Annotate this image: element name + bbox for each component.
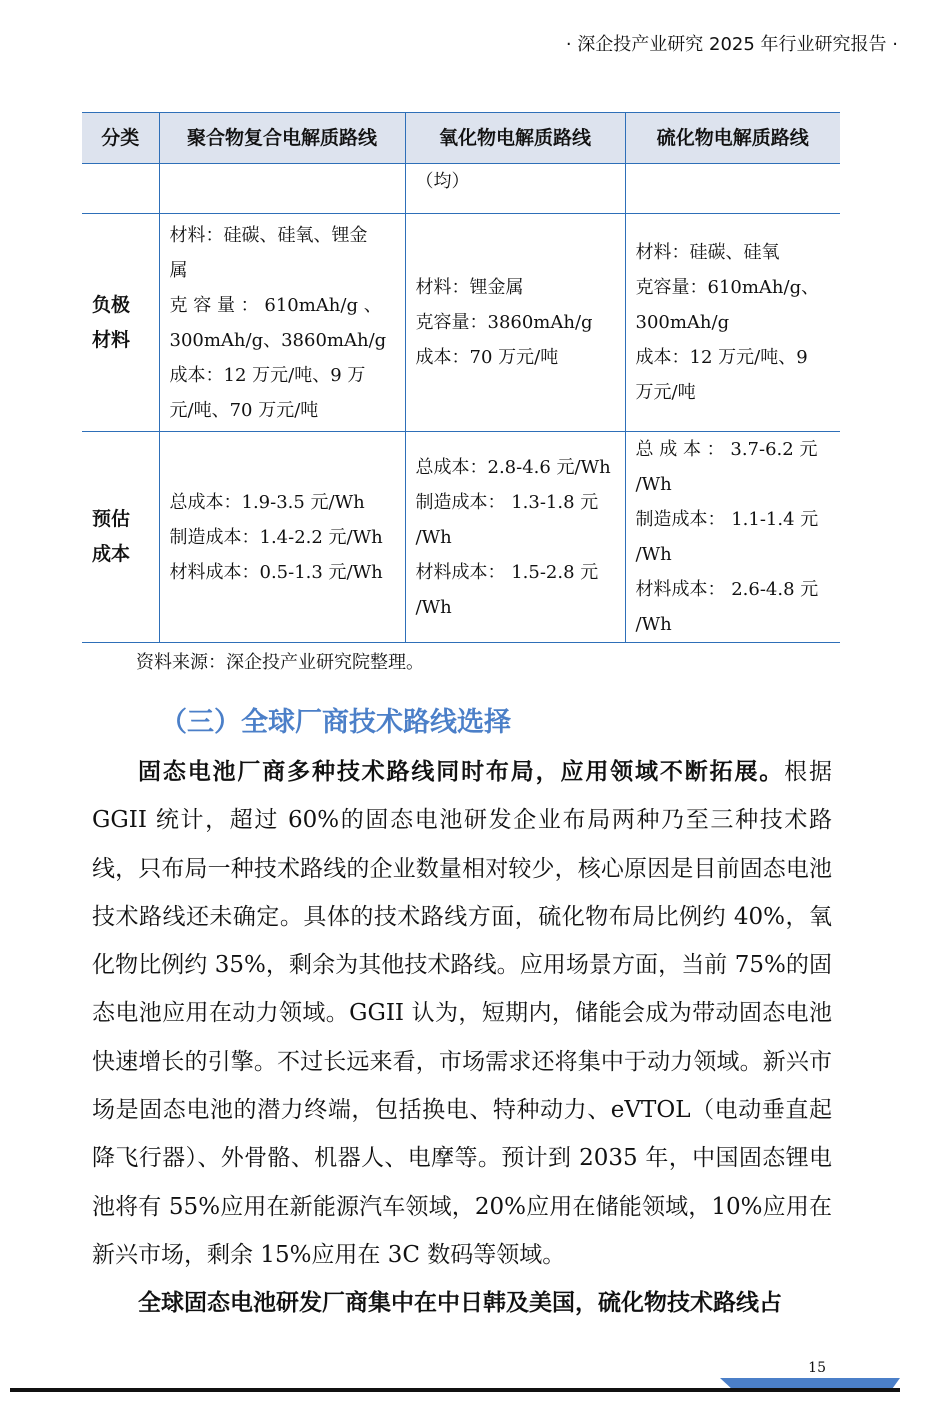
table-cell	[625, 164, 840, 214]
footer-accent-bar	[720, 1378, 900, 1388]
category-line: 预估	[92, 508, 131, 530]
cell-line: 元/吨、70 万元/吨	[169, 399, 319, 421]
cell-line: 成本：12 万元/吨、9 万	[169, 364, 366, 386]
category-line: 材料	[92, 328, 131, 351]
cell-line: 300mAh/g	[635, 312, 730, 333]
table-cell	[405, 214, 625, 432]
running-header: · 深企投产业研究 2025 年行业研究报告 ·	[565, 34, 898, 55]
cell-line: 克容量：610mAh/g、	[635, 277, 820, 298]
row-category	[82, 164, 159, 214]
cell-line: 材料：硅碳、硅氧、锂金	[169, 224, 368, 246]
section-title: （三）全球厂商技术路线选择	[160, 707, 511, 738]
cell-line: （均）	[415, 171, 470, 192]
cell-line: 制造成本： 1.1-1.4 元	[635, 509, 819, 530]
comparison-table	[82, 112, 840, 643]
table-header-row	[82, 113, 840, 164]
table-row	[82, 164, 840, 214]
cell-line: 万元/吨	[635, 382, 696, 403]
category-line: 负极	[92, 293, 131, 316]
paragraph	[92, 1279, 832, 1327]
paragraph-lead: 全球固态电池研发厂商集中在中日韩及美国，硫化物技术路线占	[138, 1290, 782, 1317]
column-header: 聚合物复合电解质路线	[159, 113, 405, 164]
cell-line: 制造成本：1.4-2.2 元/Wh	[169, 526, 383, 548]
cell-line: /Wh	[415, 526, 452, 548]
cell-line: 总成本：1.9-3.5 元/Wh	[169, 491, 365, 513]
column-header: 分类	[82, 113, 159, 164]
table-cell	[159, 164, 405, 214]
table-row	[82, 214, 840, 432]
table-row	[82, 432, 840, 643]
cell-line: 总 成 本 ： 3.7-6.2 元	[635, 439, 818, 460]
table-cell	[625, 432, 840, 643]
row-category	[82, 214, 159, 432]
column-header: 氧化物电解质路线	[405, 113, 625, 164]
row-category	[82, 432, 159, 643]
cell-line: /Wh	[635, 544, 672, 565]
table-cell	[159, 214, 405, 432]
cell-line: 制造成本： 1.3-1.8 元	[415, 491, 599, 513]
cell-line: 材料成本： 1.5-2.8 元	[415, 561, 599, 583]
paragraph-body: 根据 GGII 统计，超过 60%的固态电池研发企业布局两种乃至三种技术路线，只布局一种技术路线的企业数量相对较少，核心原因是目前固态电池技术路线还未确定。具体的技术路线方面，硫化物布局比例约 40%，氧化物比例约 35%，剩余为其他技术路线。应用场景方面，当前 75%的固态电池应用在动力领域。GGII 认为，短期内，储能会成为带动固态电池快速增长的引擎。不过长远来看，市场需求还将集中于动力领域。新兴市场是固态电池的潜力终端，包括换电、特种动力、eVTOL（电动垂直起降飞行器）、外骨骼、机器人、电摩等。预计到 2035 年，中国固态锂电池将有 55%应用在新能源汽车领域，20%应用在储能领域，10%应用在新兴市场，剩余 15%应用在 3C 数码等领域。	[92, 759, 833, 1268]
cell-line: /Wh	[635, 474, 672, 495]
cell-line: 总成本：2.8-4.6 元/Wh	[415, 456, 611, 478]
cell-line: 300mAh/g、3860mAh/g	[169, 329, 387, 351]
cell-line: 成本：12 万元/吨、9	[635, 347, 808, 368]
category-line: 成本	[92, 543, 131, 565]
table-cell	[159, 432, 405, 643]
cell-line: /Wh	[415, 596, 452, 618]
paragraph	[92, 748, 832, 1279]
column-header: 硫化物电解质路线	[625, 113, 840, 164]
cell-line: 材料：锂金属	[415, 277, 524, 298]
paragraph-lead: 固态电池厂商多种技术路线同时布局，应用领域不断拓展。	[138, 759, 785, 785]
cell-line: 克 容 量 ： 610mAh/g 、	[169, 294, 382, 316]
body-text	[92, 748, 832, 1328]
cell-line: 属	[169, 259, 188, 281]
source-note: 资料来源：深企投产业研究院整理。	[136, 652, 424, 673]
table-cell	[405, 164, 625, 214]
cell-line: 材料：硅碳、硅氧	[635, 242, 780, 263]
cell-line: 成本：70 万元/吨	[415, 347, 559, 368]
table-cell	[405, 432, 625, 643]
page-number: 15	[808, 1360, 826, 1376]
cell-line: /Wh	[635, 614, 672, 635]
footer-rule	[10, 1388, 900, 1392]
cell-line: 材料成本：0.5-1.3 元/Wh	[169, 561, 383, 583]
cell-line: 克容量：3860mAh/g	[415, 312, 593, 333]
cell-line: 材料成本： 2.6-4.8 元	[635, 579, 819, 600]
table-cell	[625, 214, 840, 432]
